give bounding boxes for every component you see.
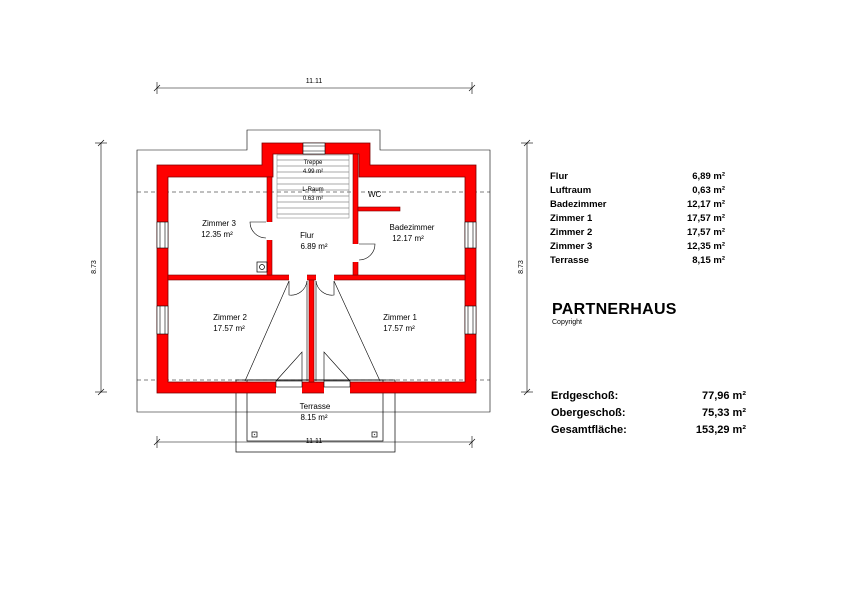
area-value: 0,63 m² (692, 185, 725, 196)
room-name-treppe: Treppe (303, 160, 323, 166)
area-label: Luftraum (550, 185, 592, 196)
area-label: Zimmer 1 (550, 213, 593, 224)
area-row-flur (550, 170, 725, 184)
dimension-left-label: 8.73 (91, 260, 98, 274)
area-label: Zimmer 2 (550, 227, 593, 238)
area-row-badezimmer (550, 198, 725, 212)
room-area-zimmer3: 12.35 m² (201, 230, 233, 239)
room-name-luftraum: L-Raum (302, 187, 324, 193)
total-label: Obergeschoß: (551, 407, 626, 419)
shaft-box (257, 262, 267, 272)
exterior-walls (157, 143, 476, 393)
total-label: Gesamtfläche: (551, 424, 627, 436)
total-row-obergeschoss (551, 405, 746, 422)
area-value: 6,89 m² (692, 171, 725, 182)
total-row-gesamt (551, 422, 746, 439)
area-row-terrasse (550, 254, 725, 268)
total-value: 75,33 m² (701, 407, 746, 419)
area-label: Terrasse (550, 255, 589, 266)
room-area-zimmer1: 17.57 m² (383, 324, 415, 333)
area-value: 17,57 m² (686, 227, 725, 238)
room-name-wc: WC (368, 190, 382, 199)
room-area-terrasse: 8.15 m² (300, 413, 328, 422)
room-name-zimmer1: Zimmer 1 (383, 313, 417, 322)
brand-block (552, 301, 677, 326)
dimension-top-label: 11.11 (305, 78, 323, 85)
brand-title: PARTNERHAUS (552, 301, 677, 318)
area-value: 12,35 m² (686, 241, 725, 252)
room-area-luftraum: 0.63 m² (302, 196, 324, 202)
windows (157, 143, 476, 387)
area-row-zimmer2 (550, 226, 725, 240)
total-label: Erdgeschoß: (551, 390, 619, 402)
area-row-zimmer1 (550, 212, 725, 226)
area-label: Badezimmer (550, 199, 607, 210)
area-label: Flur (550, 171, 568, 182)
brand-copyright: Copyright (552, 319, 582, 326)
room-name-flur: Flur (300, 231, 314, 240)
area-row-luftraum (550, 184, 725, 198)
room-area-flur: 6.89 m² (300, 242, 328, 251)
total-row-erdgeschoss (551, 388, 746, 405)
room-name-zimmer2: Zimmer 2 (213, 313, 247, 322)
room-name-terrasse: Terrasse (299, 402, 331, 411)
total-value: 77,96 m² (701, 390, 746, 402)
area-value: 12,17 m² (686, 199, 725, 210)
area-value: 8,15 m² (692, 255, 725, 266)
area-value: 17,57 m² (686, 213, 725, 224)
room-area-zimmer2: 17.57 m² (213, 324, 245, 333)
room-name-badezimmer: Badezimmer (389, 223, 435, 232)
totals-table (551, 388, 746, 439)
total-value: 153,29 m² (695, 424, 746, 436)
dimension-right-label: 8.73 (518, 260, 525, 274)
room-name-zimmer3: Zimmer 3 (202, 219, 236, 228)
area-row-zimmer3 (550, 240, 725, 254)
room-area-treppe: 4.99 m² (302, 169, 324, 175)
area-table (550, 170, 725, 268)
room-area-badezimmer: 12.17 m² (392, 234, 424, 243)
area-label: Zimmer 3 (550, 241, 593, 252)
dimension-bottom-label: 11.11 (305, 438, 323, 445)
